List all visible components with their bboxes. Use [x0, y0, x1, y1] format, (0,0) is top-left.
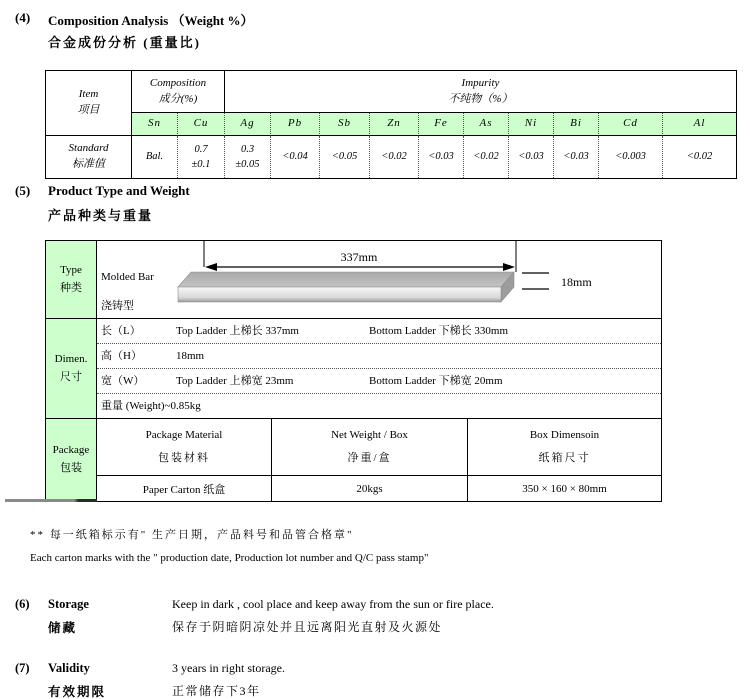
dimen-row-label [46, 319, 97, 419]
element-header-cd: Cd [598, 113, 662, 136]
type-label-en: Type [60, 263, 82, 276]
dim-row-length [97, 319, 661, 344]
section4-number: (4) [15, 10, 31, 25]
package-label-en: Package [52, 444, 90, 457]
value-sb [319, 136, 369, 178]
dim-row-width [97, 369, 661, 394]
element-header-ni: Ni [508, 113, 553, 136]
comp-impurity-header [224, 71, 736, 113]
standard-row-label [46, 136, 131, 178]
type-value-en: Molded Bar [101, 271, 154, 283]
dim-row-height [97, 344, 661, 369]
comp-composition-zh: 成分(%) [158, 92, 198, 105]
section4-title-en: Composition Analysis （Weight %） [48, 13, 254, 28]
type-value-zh: 浇铸型 [101, 300, 134, 312]
value-cd [598, 136, 662, 178]
dim-height-name: 高（H） [101, 350, 142, 362]
type-row-content [97, 241, 661, 319]
bar-front-face [178, 287, 501, 302]
carton-note-en: Each carton marks with the " production date, Production lot number and Q/C pass stamp" [30, 552, 429, 564]
section7-body-zh: 正常储存下3年 [172, 684, 261, 698]
section4-title-zh: 合金成份分析 (重量比) [48, 35, 201, 50]
composition-table [45, 70, 737, 179]
value-ag-tol: ±0.05 [235, 159, 260, 170]
comp-composition-en: Composition [149, 76, 207, 89]
net-weight-value: 20kgs [271, 476, 467, 501]
type-row-label [46, 241, 97, 319]
box-dimension-en: Box Dimensoin [529, 429, 600, 441]
dim-height-value: 18mm [176, 350, 205, 362]
value-sb-main: <0.05 [331, 151, 358, 163]
dim-width-top: Top Ladder 上梯宽 23mm [176, 375, 294, 387]
value-as [463, 136, 508, 178]
type-label-zh: 种类 [60, 281, 82, 294]
comp-item-zh: 项目 [77, 104, 100, 116]
length-arrowhead-left-icon [205, 263, 217, 271]
dim-row-weight [97, 394, 661, 419]
section7-number: (7) [15, 661, 30, 675]
carton-note-zh: ** 每一纸箱标示有" 生产日期，产品料号和品管合格章" [30, 529, 354, 541]
value-ag-main: 0.3 [240, 143, 255, 155]
dim-width-bottom: Bottom Ladder 下梯宽 20mm [369, 375, 503, 387]
element-header-as: As [463, 113, 508, 136]
package-material-en: Package Material [145, 429, 223, 441]
value-ni [508, 136, 553, 178]
value-bi-main: <0.03 [563, 151, 589, 163]
value-sn [131, 136, 177, 178]
section5-number: (5) [15, 183, 31, 198]
comp-impurity-zh: 不纯物（%） [448, 92, 513, 105]
dimen-label-zh: 尺寸 [60, 370, 82, 383]
element-header-sb: Sb [319, 113, 369, 136]
net-weight-header [271, 419, 467, 476]
box-dimension-zh: 纸箱尺寸 [538, 452, 591, 464]
value-fe-main: <0.03 [428, 151, 454, 163]
package-row-label [46, 419, 97, 501]
element-header-ag: Ag [224, 113, 270, 136]
value-pb [270, 136, 319, 178]
bar-top-face [178, 272, 514, 287]
section5-title-zh: 产品种类与重量 [48, 208, 154, 223]
dim-width-name: 宽（W） [101, 375, 145, 387]
length-arrowhead-right-icon [503, 263, 515, 271]
section7-title-zh: 有效期限 [48, 685, 107, 699]
value-cu [177, 136, 224, 178]
standard-label-en: Standard [68, 142, 109, 155]
box-dimension-value: 350 × 160 × 80mm [467, 476, 661, 501]
section6-body-en: Keep in dark , cool place and keep away from the sun or fire place. [172, 597, 494, 611]
comp-composition-header [131, 71, 224, 113]
comp-impurity-en: Impurity [461, 76, 500, 89]
net-weight-zh: 净重/盒 [347, 452, 392, 464]
molded-bar-diagram [97, 241, 661, 319]
dimen-label-en: Dimen. [54, 352, 88, 365]
value-al [662, 136, 736, 178]
dim-length-bottom: Bottom Ladder 下梯长 330mm [369, 325, 509, 337]
value-bi [553, 136, 598, 178]
package-material-value: Paper Carton 纸盒 [142, 483, 226, 496]
value-zn [369, 136, 418, 178]
value-cu-tol: ±0.1 [191, 159, 211, 170]
dim-length-top: Top Ladder 上梯长 337mm [176, 325, 299, 337]
height-dimension-label: 18mm [561, 275, 592, 289]
value-pb-main: <0.04 [282, 151, 308, 163]
dim-length-name: 长（L） [101, 325, 141, 337]
value-ni-main: <0.03 [518, 151, 544, 163]
element-header-sn: Sn [131, 113, 177, 136]
product-table [45, 240, 662, 502]
section5-title-en: Product Type and Weight [48, 183, 190, 198]
element-header-pb: Pb [270, 113, 319, 136]
value-fe [418, 136, 463, 178]
length-dimension-label: 337mm [340, 250, 378, 264]
section7-body-en: 3 years in right storage. [172, 661, 285, 675]
package-label-zh: 包装 [60, 462, 82, 474]
dim-weight-name: 重量 (Weight)~0.85kg [101, 400, 201, 412]
value-as-main: <0.02 [473, 151, 499, 163]
element-header-cu: Cu [177, 113, 224, 136]
section6-body-zh: 保存于阴暗阴凉处并且远离阳光直射及火源处 [172, 620, 443, 634]
package-material-header [97, 419, 271, 476]
value-ag [224, 136, 270, 178]
value-cu-main: 0.7 [194, 143, 208, 155]
value-zn-main: <0.02 [381, 151, 407, 163]
element-header-bi: Bi [553, 113, 598, 136]
value-sn-main: Bal. [145, 151, 164, 163]
section6-title-zh: 储藏 [48, 621, 78, 635]
standard-label-zh: 标准值 [72, 158, 105, 170]
value-cd-main: <0.003 [615, 151, 646, 163]
scan-artifact-line [5, 499, 97, 502]
value-al-main: <0.02 [686, 151, 713, 163]
element-header-al: Al [662, 113, 736, 136]
comp-item-en: Item [78, 88, 99, 101]
net-weight-en: Net Weight / Box [331, 429, 408, 441]
element-header-zn: Zn [369, 113, 418, 136]
comp-item-header [46, 71, 131, 136]
package-material-zh: 包装材料 [158, 452, 210, 464]
section7-title-en: Validity [48, 661, 90, 675]
element-header-fe: Fe [418, 113, 463, 136]
section6-number: (6) [15, 597, 30, 611]
box-dimension-header [467, 419, 661, 476]
section6-title-en: Storage [48, 597, 89, 611]
